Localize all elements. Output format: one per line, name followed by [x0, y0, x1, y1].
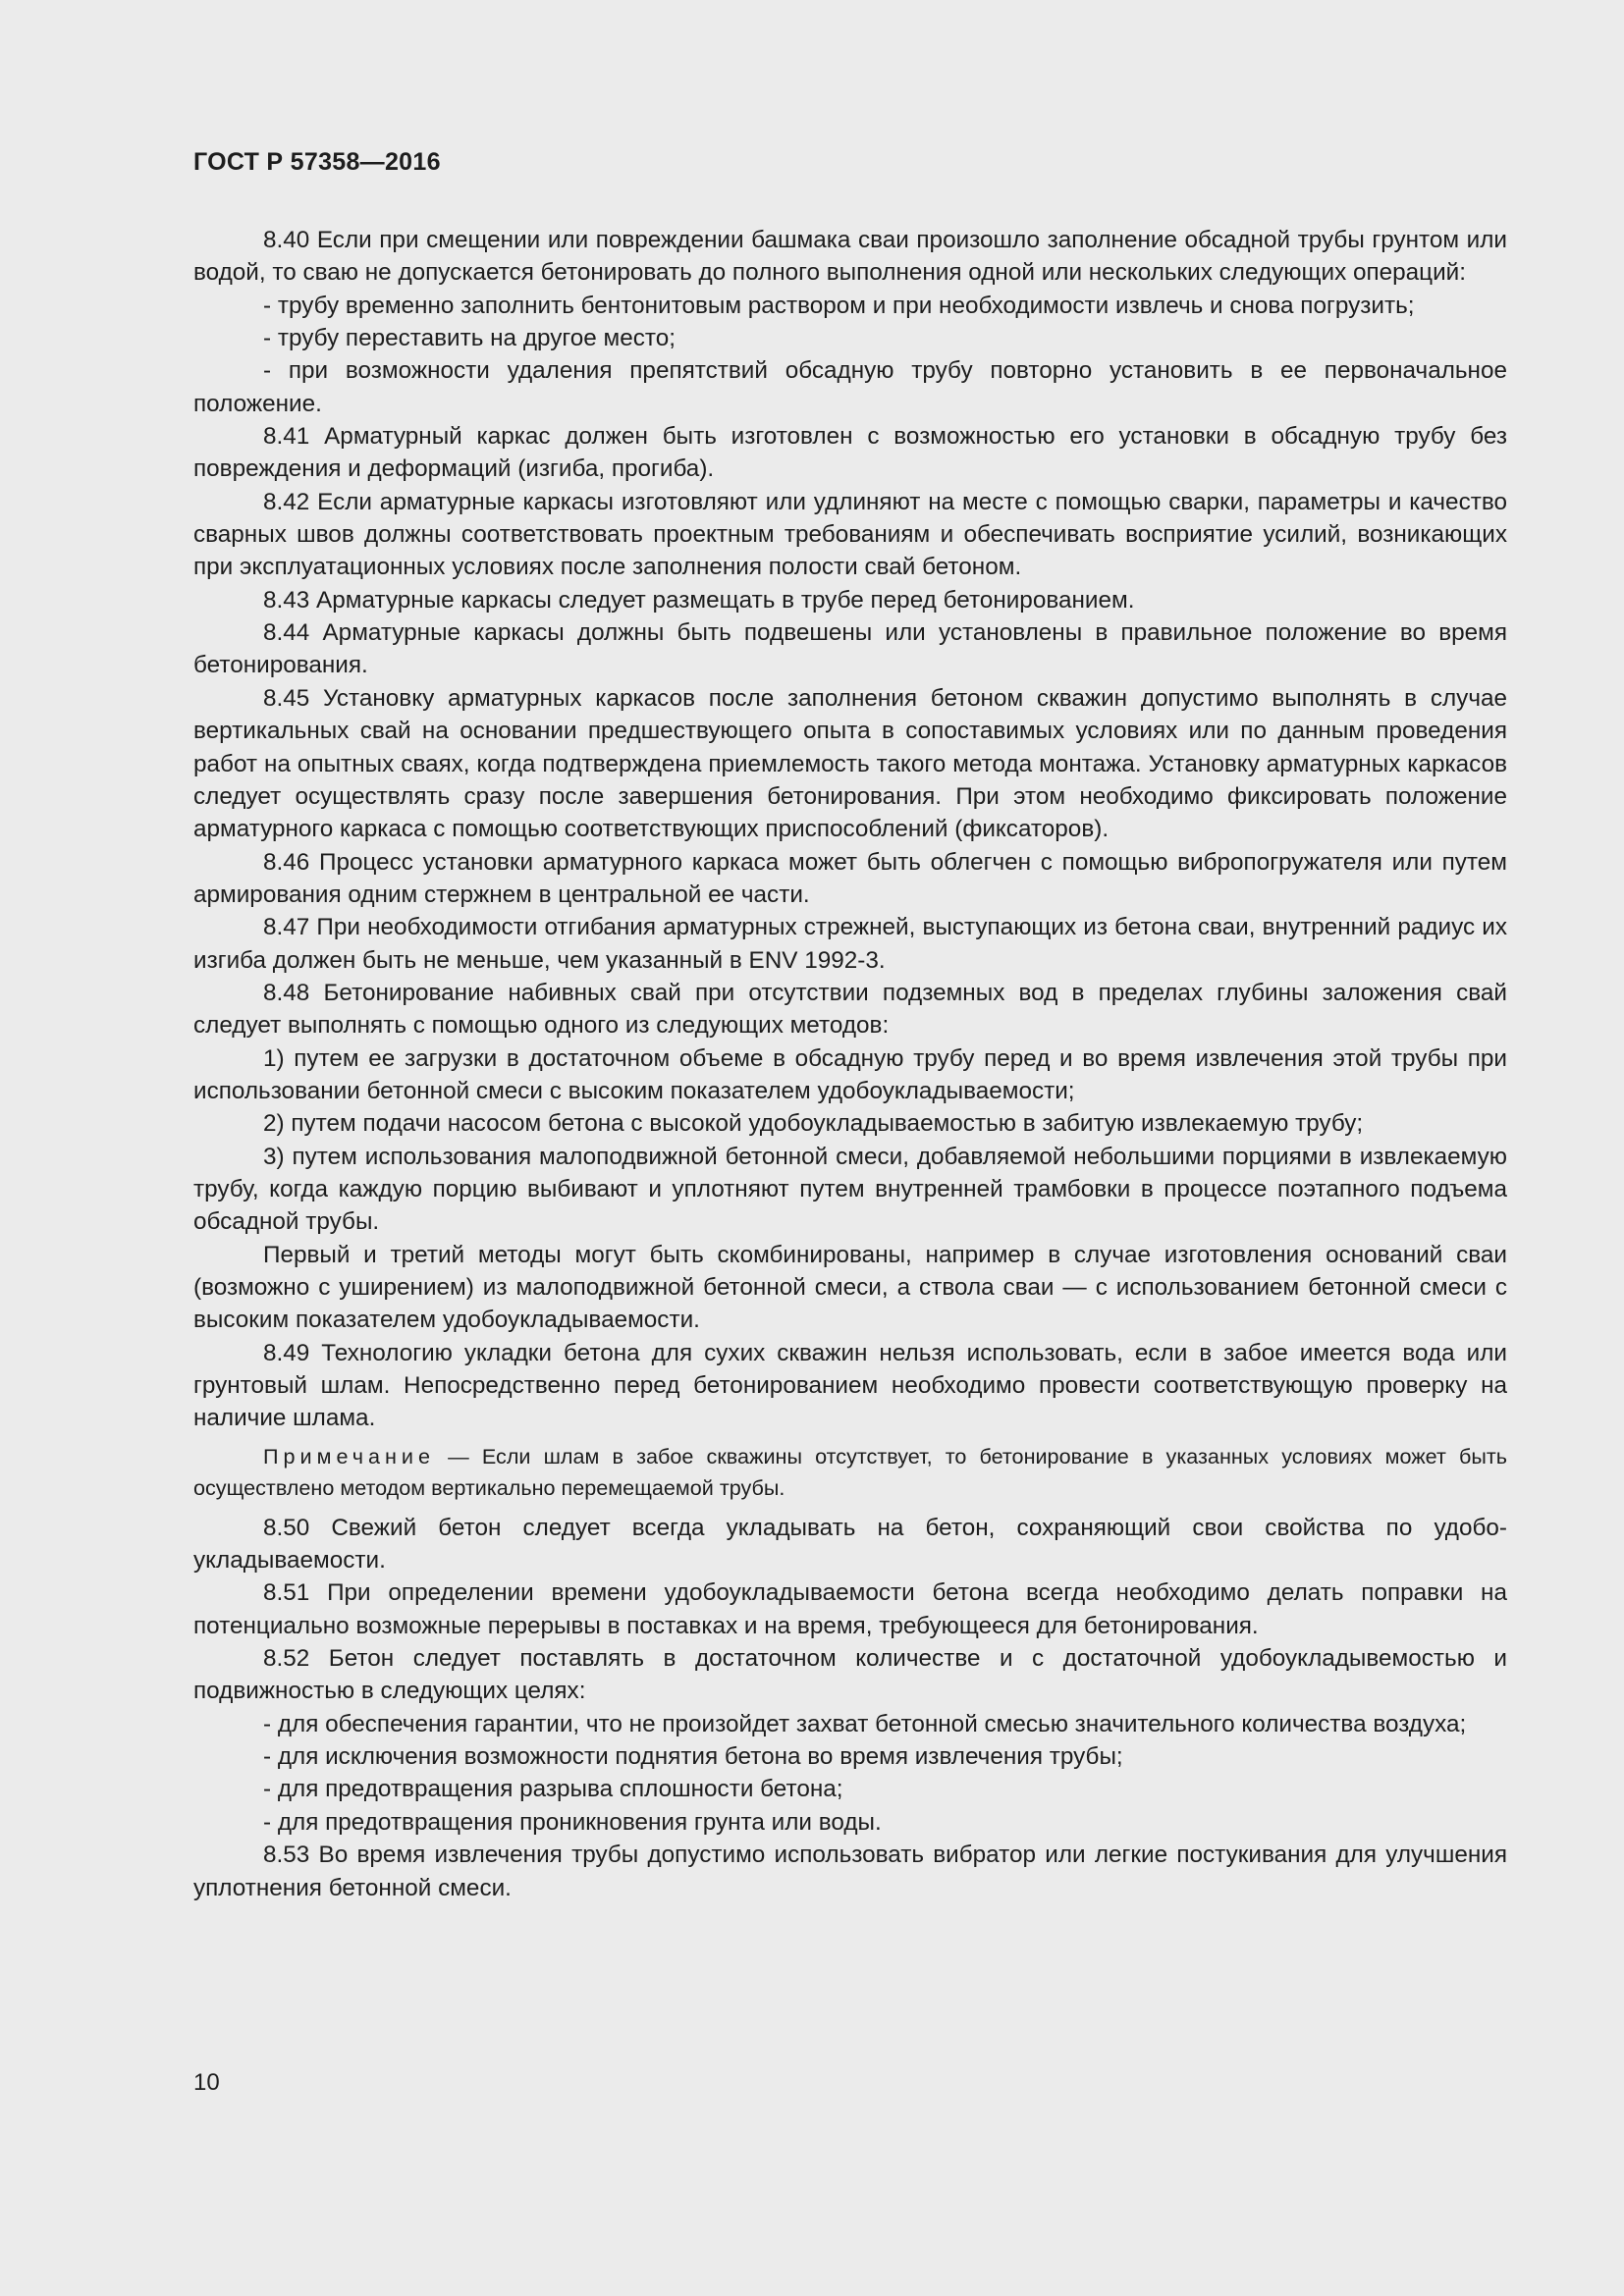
list-item: - трубу временно заполнить бентонитовым раствором и при необходимости извлечь и снова погрузить;: [263, 292, 1415, 319]
list-item: - для предотвращения разрыва сплошности бетона;: [263, 1776, 843, 1803]
list-item: - для предотвращения проникновения грунта или воды.: [263, 1808, 882, 1836]
paragraph-methods-combination: Первый и третий методы могут быть скомбинированы, например в случае изготовления оснований сваи (возможно с уширением) из малоподвижной бетонной смеси, а ствола сваи — с использованием бетонной смеси с высоким показателем удобоукладываемости.: [193, 1241, 1507, 1334]
paragraph-8-41: 8.41 Арматурный каркас должен быть изготовлен с возможностью его установки в обсадную трубу без повреждения и деформаций (изгиба, прогиба).: [193, 423, 1507, 483]
standard-designation: ГОСТ Р 57358—2016: [193, 148, 441, 176]
list-item: - для исключения возможности поднятия бетона во время извлечения трубы;: [263, 1743, 1123, 1771]
paragraph-8-49: 8.49 Технологию укладки бетона для сухих скважин нельзя использовать, если в забое имеется вода или грунтовый шлам. Непосредственно перед бетонированием необходимо провести соответствующую проверку на наличие шлама.: [193, 1339, 1507, 1432]
paragraph-8-44: 8.44 Арматурные каркасы должны быть подвешены или установлены в правильное положение во время бетонирования.: [193, 619, 1507, 679]
list-item: - при возможности удаления препятствий обсадную трубу повторно установить в ее первоначальное положение.: [193, 357, 1507, 417]
method-item: 3) путем использования малоподвижной бетонной смеси, добавляемой небольшими порциями в извлекаемую трубу, когда каждую порцию выбивают и уплотняют путем внутренней трамбовки в процессе поэтапного подъема обсадной трубы.: [193, 1143, 1507, 1236]
paragraph-8-48: 8.48 Бетонирование набивных свай при отсутствии подземных вод в пределах глубины заложения свай следует выполнять с помощью одного из следующих методов:: [193, 979, 1507, 1040]
list-item: - для обеспечения гарантии, что не произойдет захват бетонной смесью значительного количества воздуха;: [263, 1710, 1467, 1737]
list-item: - трубу переставить на другое место;: [263, 325, 676, 352]
paragraph-8-40: 8.40 Если при смещении или повреждении башмака сваи произошло заполнение обсадной трубы грунтом или водой, то сваю не допускается бетонировать до полного выполнения одной или нескольких следующих операций:: [193, 227, 1507, 287]
note-label: Примечание: [263, 1443, 435, 1468]
paragraph-8-52: 8.52 Бетон следует поставлять в достаточном количестве и с достаточной удобоукладывемостью и подвижностью в следующих целях:: [193, 1645, 1507, 1705]
paragraph-8-43: 8.43 Арматурные каркасы следует размещать в трубе перед бетонированием.: [263, 586, 1135, 614]
note: [193, 1441, 1507, 1504]
paragraph-8-46: 8.46 Процесс установки арматурного каркаса может быть облегчен с помощью вибропогружателя или путем армирования одним стержнем в центральной ее части.: [193, 848, 1507, 908]
paragraph-8-45: 8.45 Установку арматурных каркасов после заполнения бетоном скважин допустимо выполнять в случае вертикальных свай на основании предшествующего опыта в сопоставимых условиях или по данным проведения работ на опытных сваях, когда подтверждена приемлемость такого метода монтажа. Установку арматурных каркасов следует осуществлять сразу после завершения бетонирования. При этом необходимо фиксировать положение арматурного каркаса с помощью соответствующих приспособлений (фиксаторов).: [193, 684, 1507, 843]
page-number: 10: [193, 2069, 220, 2096]
paragraph-8-50: 8.50 Свежий бетон следует всегда укладывать на бетон, сохраняющий свои свойства по удобоукладываемости.: [193, 1514, 1507, 1575]
paragraph-8-51: 8.51 При определении времени удобоукладываемости бетона всегда необходимо делать поправки на потенциально возможные перерывы в поставках и на время, требующееся для бетонирования.: [193, 1579, 1507, 1639]
main-text: [193, 224, 1507, 1904]
paragraph-8-53: 8.53 Во время извлечения трубы допустимо использовать вибратор или легкие постукивания для улучшения уплотнения бетонной смеси.: [193, 1842, 1507, 1901]
method-item: 2) путем подачи насосом бетона с высокой удобоукладываемостью в забитую извлекаемую трубу;: [263, 1110, 1364, 1138]
paragraph-8-47: 8.47 При необходимости отгибания арматурных стрежней, выступающих из бетона сваи, внутренний радиус их изгиба должен быть не меньше, чем указанный в ENV 1992-3.: [193, 914, 1507, 974]
paragraph-8-42: 8.42 Если арматурные каркасы изготовляют или удлиняют на месте с помощью сварки, параметры и качество сварных швов должны соответствовать проектным требованиям и обеспечивать восприятие усилий, возникающих при эксплуатационных условиях после заполнения полости свай бетоном.: [193, 488, 1507, 581]
method-item: 1) путем ее загрузки в достаточном объеме в обсадную трубу перед и во время извлечения этой трубы при использовании бетонной смеси с высоким показателем удобоукладываемости;: [193, 1044, 1507, 1104]
note-text: — Если шлам в забое скважины отсутствует, то бетонирование в указанных условиях может быть осуществлено методом вертикально перемещаемой трубы.: [193, 1443, 1507, 1500]
